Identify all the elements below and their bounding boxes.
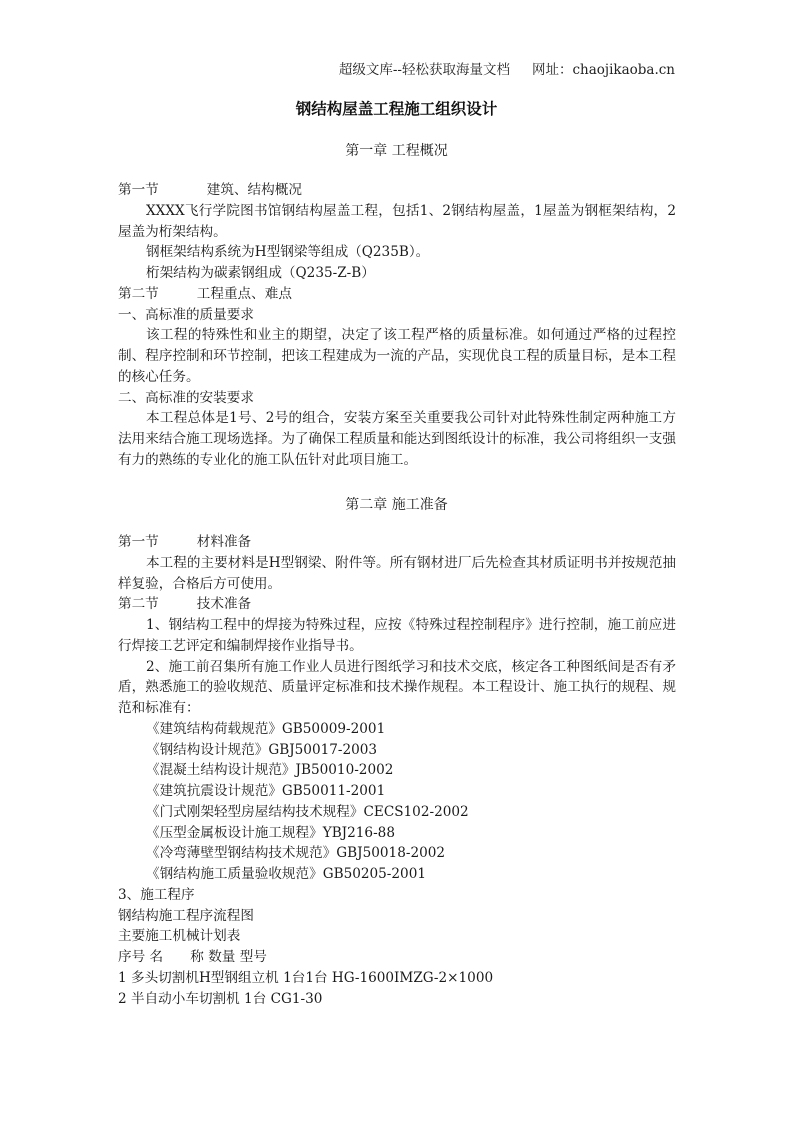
paragraph: 2、施工前召集所有施工作业人员进行图纸学习和技术交底，核定各工种图纸间是否有矛盾，熟悉施工的验收规范、质量评定标准和技术操作规程。本工程设计、施工执行的规程、规范和标准有： — [118, 658, 676, 716]
section-heading: 第二节 技术准备 — [118, 596, 252, 613]
flowchart-label: 钢结构施工程序流程图 — [118, 907, 254, 924]
machine-table-row: 2 半自动小车切割机 1台 CG1-30 — [118, 990, 323, 1007]
chapter-1-heading: 第一章 工程概况 — [345, 143, 448, 159]
subsection-heading: 二、高标准的安装要求 — [118, 389, 254, 406]
item-heading: 3、施工程序 — [118, 886, 195, 903]
paragraph: XXXX飞行学院图书馆钢结构屋盖工程，包括1、2钢结构屋盖，1屋盖为钢框架结构，2屋盖为桁架结构。 — [118, 202, 676, 240]
paragraph: 本工程总体是1号、2号的组合，安装方案至关重要我公司针对此特殊性制定两种施工方法用来结合施工现场选择。为了确保工程质量和能达到图纸设计的标准，我公司将组织一支强有力的熟练的专业化的施工队伍针对此项目施工。 — [118, 410, 676, 468]
standard-item: 《压型金属板设计施工规程》YBJ216-88 — [146, 824, 395, 841]
page-header — [339, 58, 675, 78]
subsection-heading: 一、高标准的质量要求 — [118, 306, 254, 323]
standard-item: 《建筑结构荷载规范》GB50009-2001 — [146, 720, 386, 737]
standard-item: 《建筑抗震设计规范》GB50011-2001 — [146, 783, 386, 799]
machine-table-title: 主要施工机械计划表 — [118, 928, 241, 945]
standard-item: 《钢结构设计规范》GBJ50017-2003 — [146, 741, 378, 758]
paragraph: 该工程的特殊性和业主的期望，决定了该工程严格的质量标准。如何通过严格的过程控制、程序控制和环节控制，把该工程建成为一流的产品，实现优良工程的质量目标，是本工程的核心任务。 — [118, 327, 676, 385]
chapter-2-body — [118, 532, 676, 1009]
chapter-1-body — [118, 180, 676, 471]
paragraph: 本工程的主要材料是H型钢梁、附件等。所有钢材进厂后先检查其材质证明书并按规范抽样复验，合格后方可使用。 — [118, 554, 676, 592]
site-url: 网址：chaojikaoba.cn — [531, 62, 675, 78]
machine-table-row: 1 多头切割机H型钢组立机 1台1台 HG-1600IMZG-2×1000 — [118, 969, 494, 986]
machine-table-header: 序号 名 称 数量 型号 — [118, 949, 267, 965]
standard-item: 《冷弯薄壁型钢结构技术规范》GBJ50018-2002 — [146, 845, 446, 862]
section-heading: 第一节 建筑、结构概况 — [118, 182, 302, 198]
section-heading: 第一节 材料准备 — [118, 534, 252, 550]
standard-item: 《门式刚架轻型房屋结构技术规程》CECS102-2002 — [146, 803, 469, 820]
site-name: 超级文库--轻松获取海量文档 — [338, 62, 510, 78]
paragraph: 1、钢结构工程中的焊接为特殊过程，应按《特殊过程控制程序》进行控制，施工前应进行焊接工艺评定和编制焊接作业指导书。 — [118, 617, 676, 654]
standard-item: 《混凝土结构设计规范》JB50010-2002 — [146, 762, 394, 779]
standard-item: 《钢结构施工质量验收规范》GB50205-2001 — [146, 866, 426, 882]
paragraph: 桁架结构为碳素钢组成（Q235-Z-B） — [146, 265, 375, 281]
section-heading: 第二节 工程重点、难点 — [118, 285, 292, 302]
paragraph: 钢框架结构系统为H型钢梁等组成（Q235B）。 — [146, 244, 430, 261]
document-title: 钢结构屋盖工程施工组织设计 — [295, 100, 498, 118]
chapter-2-heading: 第二章 施工准备 — [345, 497, 448, 513]
